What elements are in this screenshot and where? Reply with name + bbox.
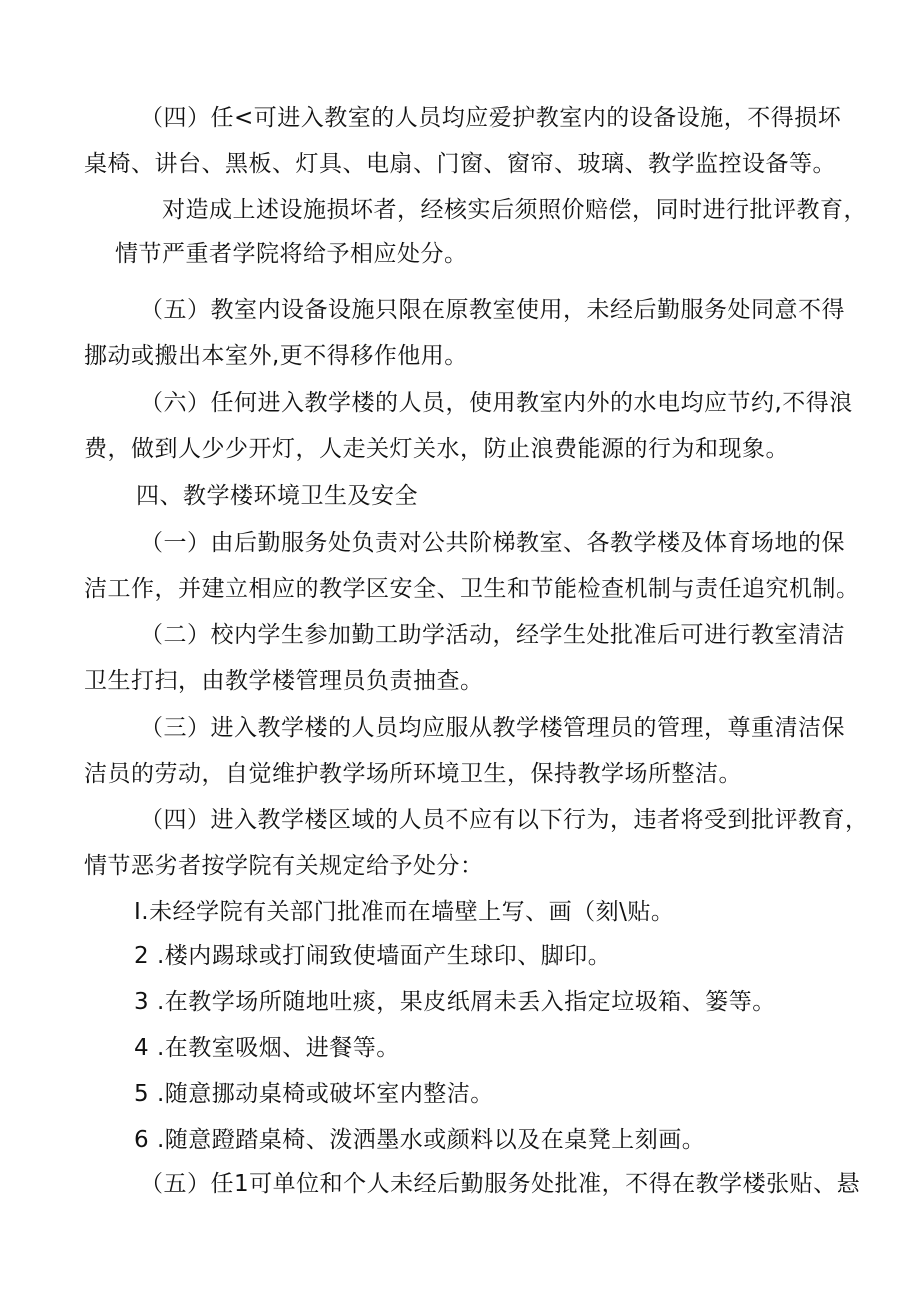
list-item: 2 .楼内踢球或打闹致使墙面产生球印、脚印。: [134, 943, 612, 969]
text-line: （四）任<可进入教室的人员均应爱护教室内的设备设施，不得损坏: [140, 105, 842, 131]
text-line: 洁员的劳动，自觉维护教学场所环境卫生，保持教学场所整洁。: [84, 761, 742, 787]
list-item: I.未经学院有关部门批准而在墙壁上写、画（刻\贴。: [134, 899, 675, 925]
text-line: （五）任1可单位和个人未经后勤服务处批准，不得在教学楼张贴、悬: [140, 1171, 861, 1197]
text-line: 费，做到人少少开灯，人走关灯关水，防止浪费能源的行为和现象。: [84, 436, 789, 462]
section-heading: 四、教学楼环境卫生及安全: [136, 483, 418, 509]
list-item: 6 .随意蹬踏桌椅、泼洒墨水或颜料以及在桌凳上刻画。: [134, 1127, 706, 1153]
text-line: 卫生打扫，由教学楼管理员负责抽查。: [84, 668, 484, 694]
text-line: 挪动或搬出本室外,更不得移作他用。: [84, 343, 468, 369]
text-line: 情节严重者学院将给予相应处分。: [115, 241, 468, 267]
text-line: 桌椅、讲台、黑板、灯具、电扇、门窗、窗帘、玻璃、教学监控设备等。: [84, 151, 836, 177]
text-line: （六）任何进入教学楼的人员，使用教室内外的水电均应节约,不得浪: [140, 390, 853, 416]
text-line: 洁工作，并建立相应的教学区安全、卫生和节能检查机制与责任追究机制。: [84, 576, 860, 602]
list-item: 4 .在教室吸烟、进餐等。: [134, 1035, 400, 1061]
list-item: 5 .随意挪动桌椅或破坏室内整洁。: [134, 1081, 494, 1107]
text-line: 情节恶劣者按学院有关规定给予处分：: [84, 853, 484, 879]
text-line: （五）教室内设备设施只限在原教室使用，未经后勤服务处同意不得: [140, 297, 845, 323]
text-line: （二）校内学生参加勤工助学活动，经学生处批准后可进行教室清洁: [140, 622, 845, 648]
text-line: 对造成上述设施损坏者，经核实后须照价赔偿，同时进行批评教育，: [162, 197, 867, 223]
text-line: （三）进入教学楼的人员均应服从教学楼管理员的管理，尊重清洁保: [140, 715, 845, 741]
text-line: （四）进入教学楼区域的人员不应有以下行为，违者将受到批评教育，: [140, 807, 869, 833]
list-item: 3 .在教学场所随地吐痰，果皮纸屑未丢入指定垃圾箱、篓等。: [134, 989, 776, 1015]
text-line: （一）由后勤服务处负责对公共阶梯教室、各教学楼及体育场地的保: [140, 530, 845, 556]
